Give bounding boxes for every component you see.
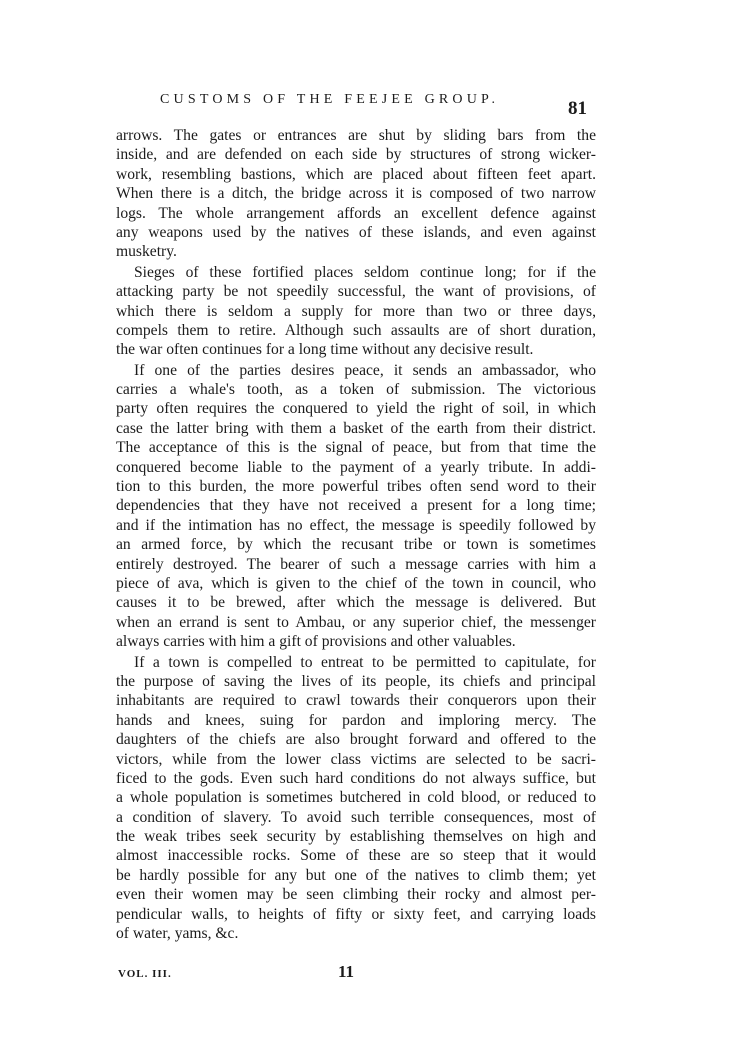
text-line: the purpose of saving the lives of its people, its chiefs and principal — [116, 672, 596, 690]
page-number: 81 — [568, 98, 587, 119]
text-line: attacking party be not speedily successful, the want of provisions, of — [116, 283, 596, 301]
text-line: compels them to retire. Although such assaults are of short duration, — [116, 321, 596, 339]
text-line: entirely destroyed. The bearer of such a message carries with him a — [116, 555, 596, 573]
text-line: tion to this burden, the more powerful tribes often send word to their — [116, 478, 596, 496]
text-line: of water, yams, &c. — [116, 925, 239, 943]
text-line: daughters of the chiefs are also brought forward and offered to the — [116, 731, 596, 749]
text-line: hands and knees, suing for pardon and imploring mercy. The — [116, 711, 596, 729]
text-line: almost inaccessible rocks. Some of these are so steep that it would — [116, 847, 596, 865]
text-line: be hardly possible for any but one of the natives to climb them; yet — [116, 866, 596, 884]
text-line: causes it to be brewed, after which the message is delivered. But — [116, 594, 596, 612]
text-line: work, resembling bastions, which are placed about fifteen feet apart. — [116, 165, 596, 183]
volume-signature: VOL. III. — [118, 968, 172, 980]
paragraph — [116, 653, 596, 944]
text-line: musketry. — [116, 243, 177, 261]
text-line: dependencies that they have not received a present for a long time; — [116, 497, 596, 515]
text-line: If a town is compelled to entreat to be permitted to capitulate, for — [134, 653, 596, 671]
paragraph — [116, 361, 596, 652]
text-line: piece of ava, which is given to the chief of the town in council, who — [116, 574, 596, 592]
running-title: CUSTOMS OF THE FEEJEE GROUP. — [160, 92, 500, 107]
text-line: When there is a ditch, the bridge across it is composed of two narrow — [116, 185, 596, 203]
text-line: victors, while from the lower class victims are selected to be sacri- — [116, 750, 596, 768]
text-line: arrows. The gates or entrances are shut by sliding bars from the — [116, 127, 596, 144]
text-line: logs. The whole arrangement affords an excellent defence against — [116, 204, 596, 222]
text-line: If one of the parties desires peace, it sends an ambassador, who — [134, 361, 596, 379]
text-line: The acceptance of this is the signal of peace, but from that time the — [116, 439, 596, 457]
text-line: inside, and are defended on each side by structures of strong wicker- — [116, 146, 596, 164]
text-line: the weak tribes seek security by establishing themselves on high and — [116, 828, 596, 846]
text-line: case the latter bring with them a basket of the earth from their district. — [116, 419, 596, 437]
text-line: conquered become liable to the payment of a yearly tribute. In addi- — [116, 458, 596, 476]
text-line: any weapons used by the natives of these islands, and even against — [116, 223, 596, 241]
text-line: which there is seldom a supply for more than two or three days, — [116, 302, 596, 320]
body-text — [116, 126, 596, 943]
text-line: a whole population is sometimes butchered in cold blood, or reduced to — [116, 789, 596, 807]
paragraph — [116, 126, 596, 262]
text-line: party often requires the conquered to yield the right of soil, in which — [116, 400, 596, 418]
text-line: always carries with him a gift of provisions and other valuables. — [116, 633, 516, 651]
paragraph — [116, 263, 596, 360]
text-line: when an errand is sent to Ambau, or any superior chief, the messenger — [116, 613, 596, 631]
text-line: even their women may be seen climbing their rocky and almost per- — [116, 886, 596, 904]
text-line: the war often continues for a long time without any decisive result. — [116, 341, 534, 359]
text-line: Sieges of these fortified places seldom continue long; for if the — [134, 263, 596, 281]
text-line: inhabitants are required to crawl towards their conquerors upon their — [116, 692, 596, 710]
text-line: ficed to the gods. Even such hard conditions do not always suffice, but — [116, 769, 596, 787]
signature-mark: 11 — [338, 962, 355, 981]
text-line: and if the intimation has no effect, the message is speedily followed by — [116, 516, 596, 534]
text-line: a condition of slavery. To avoid such terrible consequences, most of — [116, 808, 596, 826]
text-line: pendicular walls, to heights of fifty or sixty feet, and carrying loads — [116, 905, 596, 923]
text-line: an armed force, by which the recusant tribe or town is sometimes — [116, 536, 596, 554]
text-line: carries a whale's tooth, as a token of submission. The victorious — [116, 381, 596, 399]
